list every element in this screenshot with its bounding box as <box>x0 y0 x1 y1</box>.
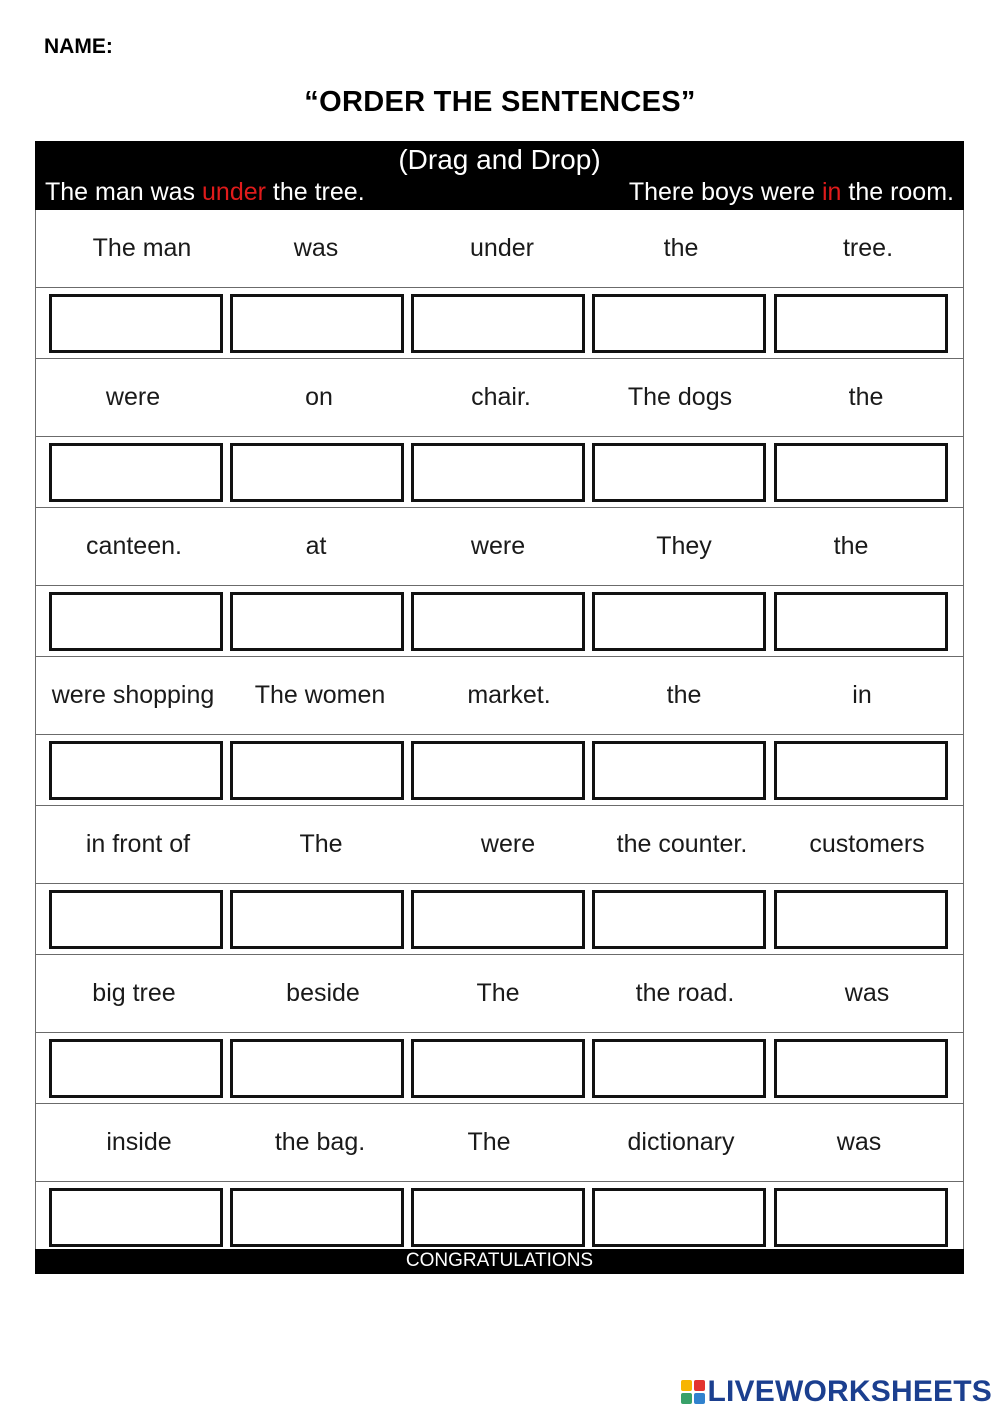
drop-box[interactable] <box>230 741 404 800</box>
logo-square-blue <box>694 1393 705 1404</box>
exercise-grid <box>35 210 964 1252</box>
draggable-word[interactable]: The <box>299 830 343 858</box>
draggable-word[interactable]: were shopping <box>51 681 215 709</box>
drop-box[interactable] <box>49 592 223 651</box>
drop-row <box>36 288 963 359</box>
draggable-word[interactable]: The women <box>254 681 386 709</box>
drop-box[interactable] <box>49 294 223 353</box>
logo-square-yellow <box>681 1380 692 1391</box>
drop-box[interactable] <box>230 592 404 651</box>
drop-box[interactable] <box>411 443 585 502</box>
word-row <box>36 657 963 735</box>
draggable-word[interactable]: at <box>305 532 327 560</box>
worksheet <box>35 141 964 1274</box>
draggable-word[interactable]: dictionary <box>627 1128 735 1156</box>
drop-box[interactable] <box>592 1039 766 1098</box>
drop-box[interactable] <box>49 741 223 800</box>
drop-box[interactable] <box>774 1188 948 1247</box>
drop-box[interactable] <box>592 592 766 651</box>
drop-box[interactable] <box>592 294 766 353</box>
drop-row <box>36 735 963 806</box>
drop-box[interactable] <box>411 890 585 949</box>
draggable-word[interactable]: inside <box>106 1128 172 1156</box>
draggable-word[interactable]: the <box>848 383 884 411</box>
drop-box[interactable] <box>411 1188 585 1247</box>
word-row <box>36 210 963 288</box>
draggable-word[interactable]: was <box>836 1128 882 1156</box>
draggable-word[interactable]: in <box>852 681 872 709</box>
drop-box[interactable] <box>592 741 766 800</box>
draggable-word[interactable]: was <box>293 234 339 262</box>
draggable-word[interactable]: the <box>666 681 702 709</box>
draggable-word[interactable]: beside <box>286 979 360 1007</box>
word-row <box>36 1104 963 1182</box>
draggable-word[interactable]: were <box>480 830 536 858</box>
draggable-word[interactable]: was <box>844 979 890 1007</box>
drop-box[interactable] <box>230 443 404 502</box>
draggable-word[interactable]: They <box>656 532 712 560</box>
drop-box[interactable] <box>49 1188 223 1247</box>
draggable-word[interactable]: the road. <box>635 979 735 1007</box>
word-row <box>36 955 963 1033</box>
word-row <box>36 806 963 884</box>
draggable-word[interactable]: the counter. <box>616 830 748 858</box>
drop-box[interactable] <box>49 890 223 949</box>
drop-box[interactable] <box>774 294 948 353</box>
drop-box[interactable] <box>230 294 404 353</box>
draggable-word[interactable]: customers <box>809 830 925 858</box>
draggable-word[interactable]: canteen. <box>86 532 182 560</box>
logo-square-green <box>681 1393 692 1404</box>
drop-box[interactable] <box>411 741 585 800</box>
drop-box[interactable] <box>774 890 948 949</box>
word-row <box>36 508 963 586</box>
logo-square-red <box>694 1380 705 1391</box>
logo-mark-icon <box>681 1380 705 1404</box>
drop-row <box>36 586 963 657</box>
draggable-word[interactable]: The <box>476 979 520 1007</box>
draggable-word[interactable]: in front of <box>85 830 191 858</box>
logo-text: LIVEWORKSHEETS <box>707 1375 992 1408</box>
drop-box[interactable] <box>592 1188 766 1247</box>
drop-box[interactable] <box>774 443 948 502</box>
draggable-word[interactable]: were <box>105 383 161 411</box>
draggable-word[interactable]: The dogs <box>627 383 733 411</box>
word-row <box>36 359 963 437</box>
drop-box[interactable] <box>774 1039 948 1098</box>
drop-box[interactable] <box>230 890 404 949</box>
draggable-word[interactable]: the bag. <box>274 1128 366 1156</box>
drop-box[interactable] <box>411 592 585 651</box>
drop-box[interactable] <box>230 1188 404 1247</box>
draggable-word[interactable]: big tree <box>92 979 176 1007</box>
draggable-word[interactable]: the <box>833 532 869 560</box>
example-highlight-left: under <box>202 178 266 206</box>
congratulations-banner: CONGRATULATIONS <box>35 1249 964 1274</box>
drop-box[interactable] <box>49 443 223 502</box>
draggable-word[interactable]: market. <box>467 681 551 709</box>
drop-box[interactable] <box>774 741 948 800</box>
instruction-header <box>35 141 964 210</box>
drop-row <box>36 884 963 955</box>
drop-box[interactable] <box>774 592 948 651</box>
draggable-word[interactable]: on <box>305 383 333 411</box>
draggable-word[interactable]: chair. <box>471 383 531 411</box>
example-highlight-right: in <box>821 178 842 206</box>
liveworksheets-logo <box>681 1374 993 1410</box>
draggable-word[interactable]: were <box>470 532 526 560</box>
drop-box[interactable] <box>592 890 766 949</box>
draggable-word[interactable]: The man <box>92 234 192 262</box>
draggable-word[interactable]: tree. <box>842 234 894 262</box>
drag-drop-subtitle: (Drag and Drop) <box>398 144 601 175</box>
drop-box[interactable] <box>592 443 766 502</box>
drop-box[interactable] <box>230 1039 404 1098</box>
drop-box[interactable] <box>411 294 585 353</box>
drop-row <box>36 1033 963 1104</box>
draggable-word[interactable]: under <box>470 234 534 262</box>
drop-box[interactable] <box>411 1039 585 1098</box>
page-title: “ORDER THE SENTENCES” <box>304 86 696 118</box>
example-sentence-right: There boys were in the room. <box>628 178 954 206</box>
drop-row <box>36 437 963 508</box>
draggable-word[interactable]: The <box>467 1128 511 1156</box>
draggable-word[interactable]: the <box>663 234 699 262</box>
name-label: NAME: <box>44 35 113 58</box>
drop-row <box>36 1182 963 1252</box>
drop-box[interactable] <box>49 1039 223 1098</box>
example-sentence-left: The man was under the tree. <box>45 178 365 206</box>
